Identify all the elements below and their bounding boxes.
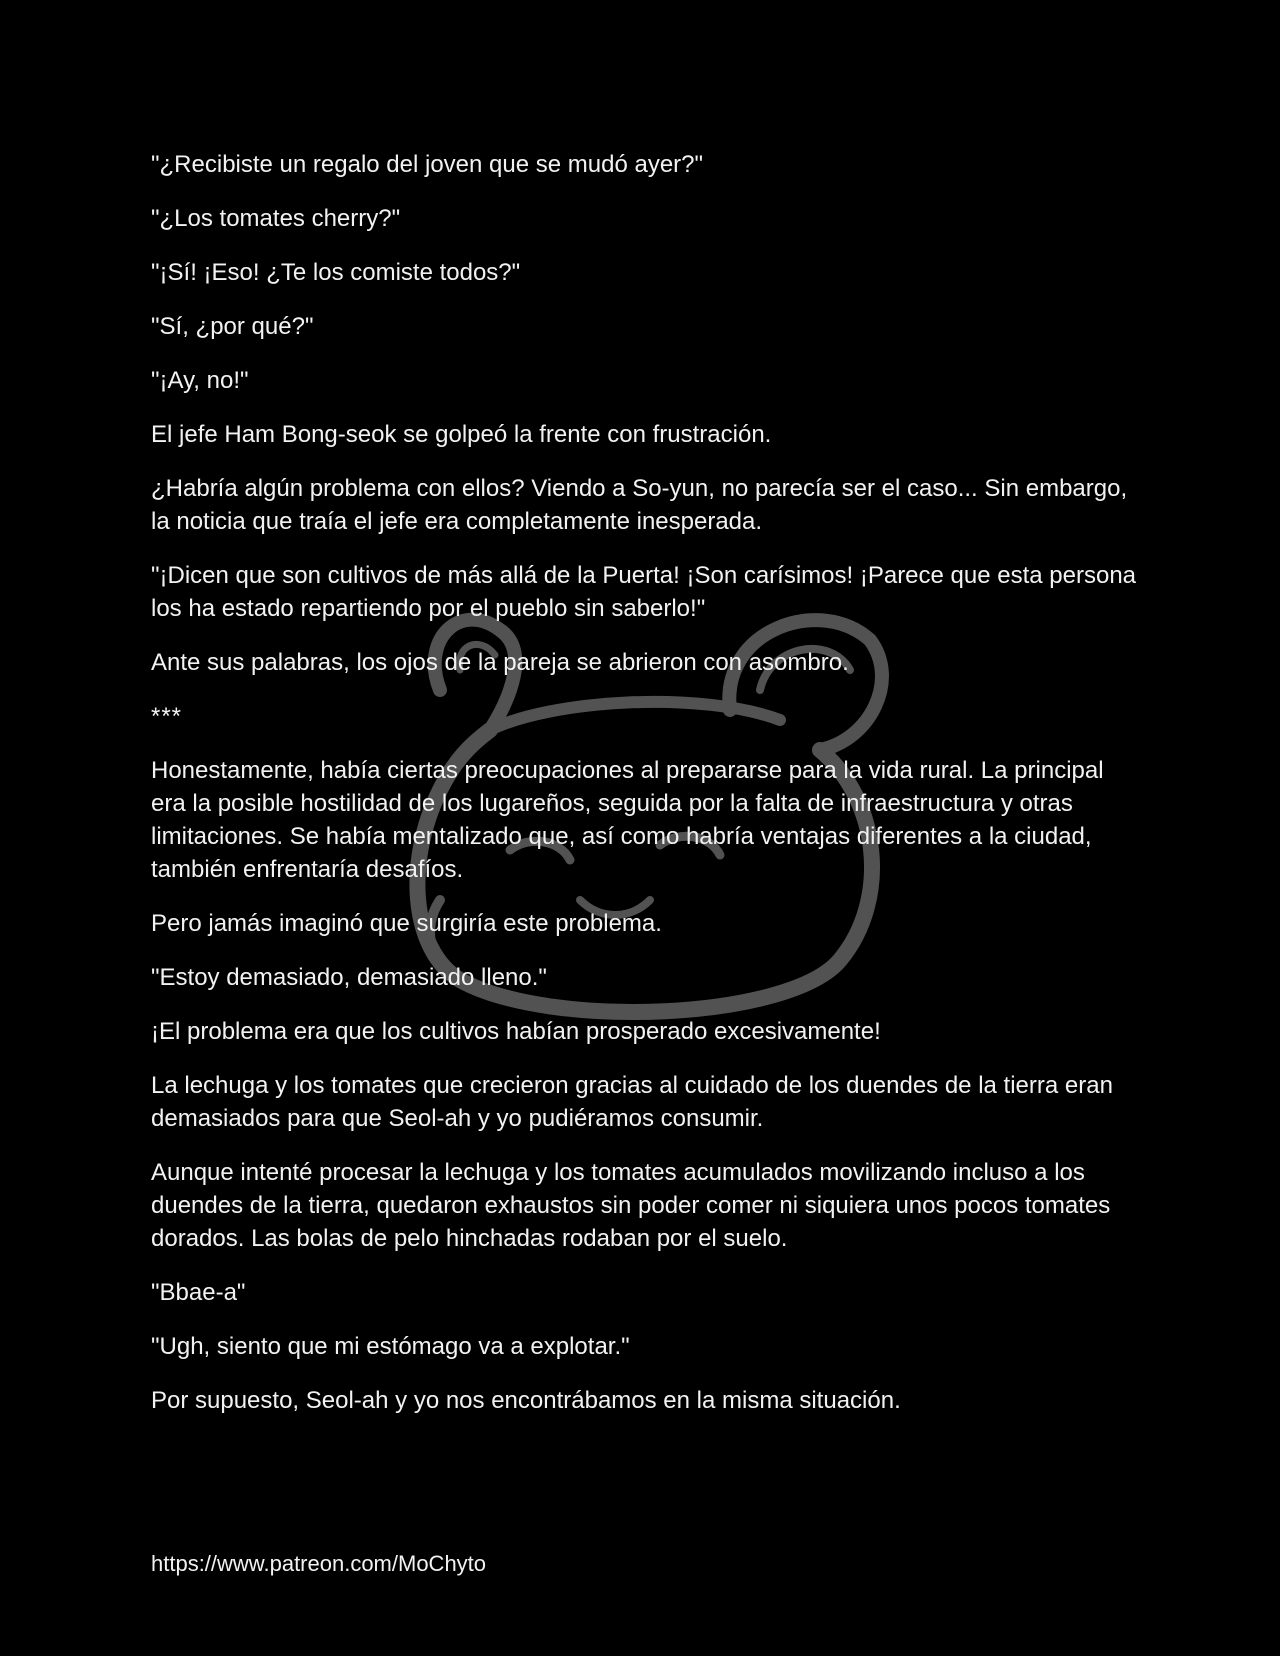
paragraph: "¿Recibiste un regalo del joven que se mudó ayer?"	[151, 151, 704, 178]
paragraph: "Sí, ¿por qué?"	[151, 313, 314, 340]
paragraph: "¡Dicen que son cultivos de más allá de la Puerta! ¡Son carísimos! ¡Parece que esta persona los ha estado repartiendo por el pueblo sin saberlo!"	[151, 562, 1137, 622]
paragraph: Por supuesto, Seol-ah y yo nos encontrábamos en la misma situación.	[151, 1387, 901, 1414]
paragraph: "¿Los tomates cherry?"	[151, 205, 401, 232]
paragraph: ¡El problema era que los cultivos habían prosperado excesivamente!	[151, 1018, 881, 1045]
paragraph: Pero jamás imaginó que surgiría este problema.	[151, 910, 662, 937]
paragraph: "¡Sí! ¡Eso! ¿Te los comiste todos?"	[151, 259, 521, 286]
paragraph: "Bbae-a"	[151, 1279, 246, 1306]
paragraph: El jefe Ham Bong-seok se golpeó la frente con frustración.	[151, 421, 772, 448]
paragraph: Aunque intenté procesar la lechuga y los tomates acumulados movilizando incluso a los duendes de la tierra, quedaron exhaustos sin poder comer ni siquiera unos pocos tomates dorados. Las bolas de pelo hinchadas rodaban por el suelo.	[151, 1159, 1111, 1252]
paragraph: ¿Habría algún problema con ellos? Viendo a So-yun, no parecía ser el caso... Sin embargo, la noticia que traía el jefe era completamente inesperada.	[151, 475, 1128, 535]
document-body	[151, 148, 1141, 1438]
paragraph: "Estoy demasiado, demasiado lleno."	[151, 964, 547, 991]
paragraph: Ante sus palabras, los ojos de la pareja se abrieron con asombro.	[151, 649, 849, 676]
paragraph: Honestamente, había ciertas preocupaciones al prepararse para la vida rural. La principal era la posible hostilidad de los lugareños, seguida por la falta de infraestructura y otras limitaciones. Se había mentalizado que, así como habría ventajas diferentes a la ciudad, también enfrentaría desafíos.	[151, 757, 1104, 883]
paragraph: "¡Ay, no!"	[151, 367, 249, 394]
patreon-link[interactable]: https://www.patreon.com/MoChyto	[151, 1551, 487, 1576]
paragraph: La lechuga y los tomates que crecieron gracias al cuidado de los duendes de la tierra eran demasiados para que Seol-ah y yo pudiéramos consumir.	[151, 1072, 1113, 1132]
paragraph: "Ugh, siento que mi estómago va a explotar."	[151, 1333, 630, 1360]
section-separator: ***	[151, 703, 183, 730]
